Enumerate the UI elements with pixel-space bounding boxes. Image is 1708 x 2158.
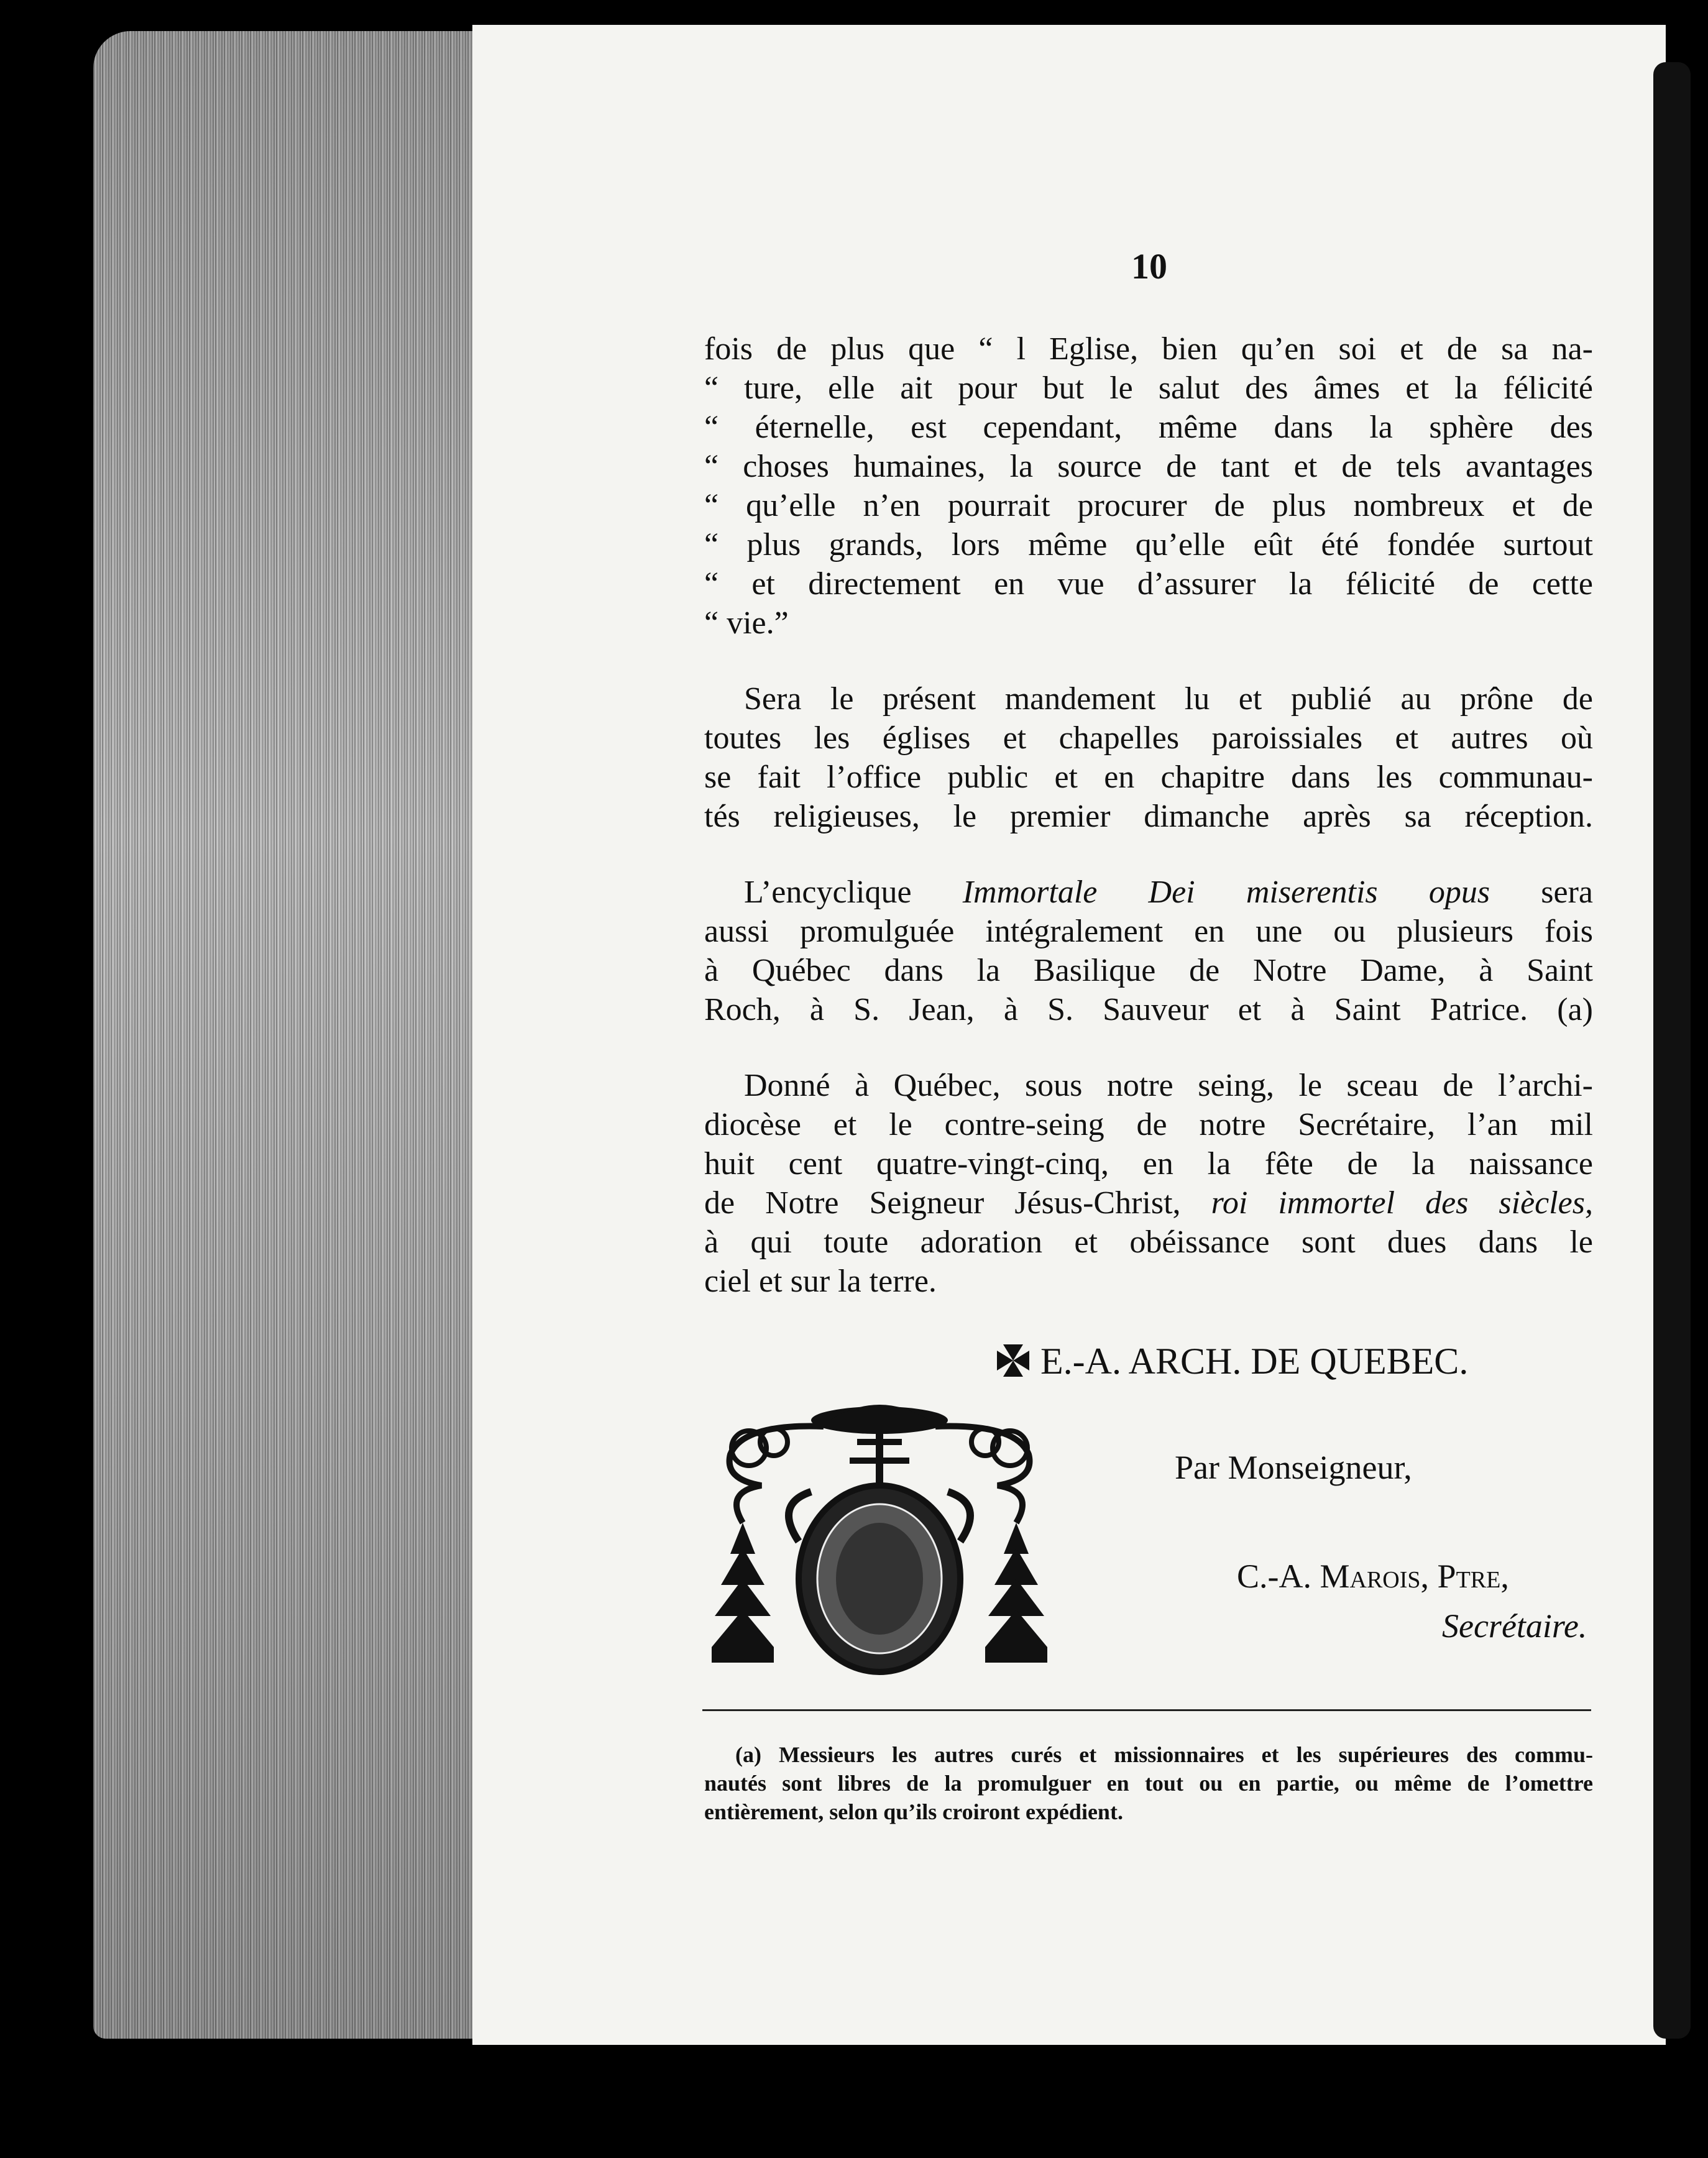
text-line: “ vie.”: [704, 605, 789, 641]
text-span: L’encyclique: [744, 875, 963, 910]
maltese-cross-icon: [994, 1342, 1032, 1389]
footnote-line: entièrement, selon qu’ils croiront expédient.: [704, 1799, 1123, 1824]
text-line: tés religieuses, le premier dimanche après sa réception.: [704, 799, 1593, 834]
text-line: diocèse et le contre-seing de notre Secrétaire, l’an mil: [704, 1107, 1593, 1142]
secretary-title: Secrétaire.: [1442, 1607, 1587, 1645]
text-line: toutes les églises et chapelles paroissiales et autres où: [704, 720, 1593, 756]
text-line: Roch, à S. Jean, à S. Sauveur et à Saint Patrice. (a): [704, 992, 1593, 1027]
encyclical-title: Immortale Dei miserentis opus: [962, 875, 1490, 910]
archiepiscopal-coat-of-arms: [705, 1398, 1054, 1678]
footnote-line: (a) Messieurs les autres curés et missionnaires et les supérieures des commu-: [735, 1742, 1593, 1767]
text-line: “ et directement en vue d’assurer la félicité de cette: [704, 566, 1593, 602]
text-line: Donné à Québec, sous notre seing, le sceau de l’archi-: [744, 1068, 1593, 1103]
text-line: huit cent quatre-vingt-cinq, en la fête de la naissance: [704, 1146, 1593, 1182]
text-line: [744, 873, 1593, 912]
text-line: Sera le présent mandement lu et publié au prône de: [744, 681, 1593, 717]
footnote-divider: [702, 1709, 1591, 1711]
text-line: “ éternelle, est cependant, même dans la sphère des: [704, 410, 1593, 445]
page-number: 10: [1131, 246, 1167, 287]
text-line: [704, 1183, 1593, 1223]
text-line: “ choses humaines, la source de tant et de tels avantages: [704, 449, 1593, 484]
italic-phrase: roi immortel des siècles,: [1211, 1185, 1593, 1221]
text-line: “ plus grands, lors même qu’elle eût été fondée surtout: [704, 527, 1593, 562]
text-line: “ qu’elle n’en pourrait procurer de plus nombreux et de: [704, 488, 1593, 523]
page-edges: [93, 31, 472, 2039]
text-line: se fait l’office public et en chapitre dans les communau-: [704, 760, 1593, 795]
text-line: aussi promulguée intégralement en une ou plusieurs fois: [704, 914, 1593, 949]
text-line: à Québec dans la Basilique de Notre Dame, à Saint: [704, 953, 1593, 988]
text-span: sera: [1490, 875, 1593, 910]
binding-edge: [1653, 62, 1691, 2039]
footnote-line: nautés sont libres de la promulguer en tout ou en partie, ou même de l’omettre: [704, 1771, 1593, 1796]
text-line: à qui toute adoration et obéissance sont dues dans le: [704, 1224, 1593, 1260]
par-monseigneur: Par Monseigneur,: [1175, 1449, 1412, 1486]
text-line: ciel et sur la terre.: [704, 1264, 937, 1299]
text-line: “ ture, elle ait pour but le salut des âmes et la félicité: [704, 370, 1593, 406]
archbishop-signature: [994, 1339, 1468, 1383]
signature-text: E.-A. ARCH. DE QUEBEC.: [1040, 1341, 1469, 1382]
text-line: fois de plus que “ l Eglise, bien qu’en soi et de sa na-: [704, 331, 1593, 367]
secretary-name: C.-A. Marois, Ptre,: [1237, 1558, 1509, 1595]
text-span: de Notre Seigneur Jésus-Christ,: [704, 1185, 1211, 1221]
